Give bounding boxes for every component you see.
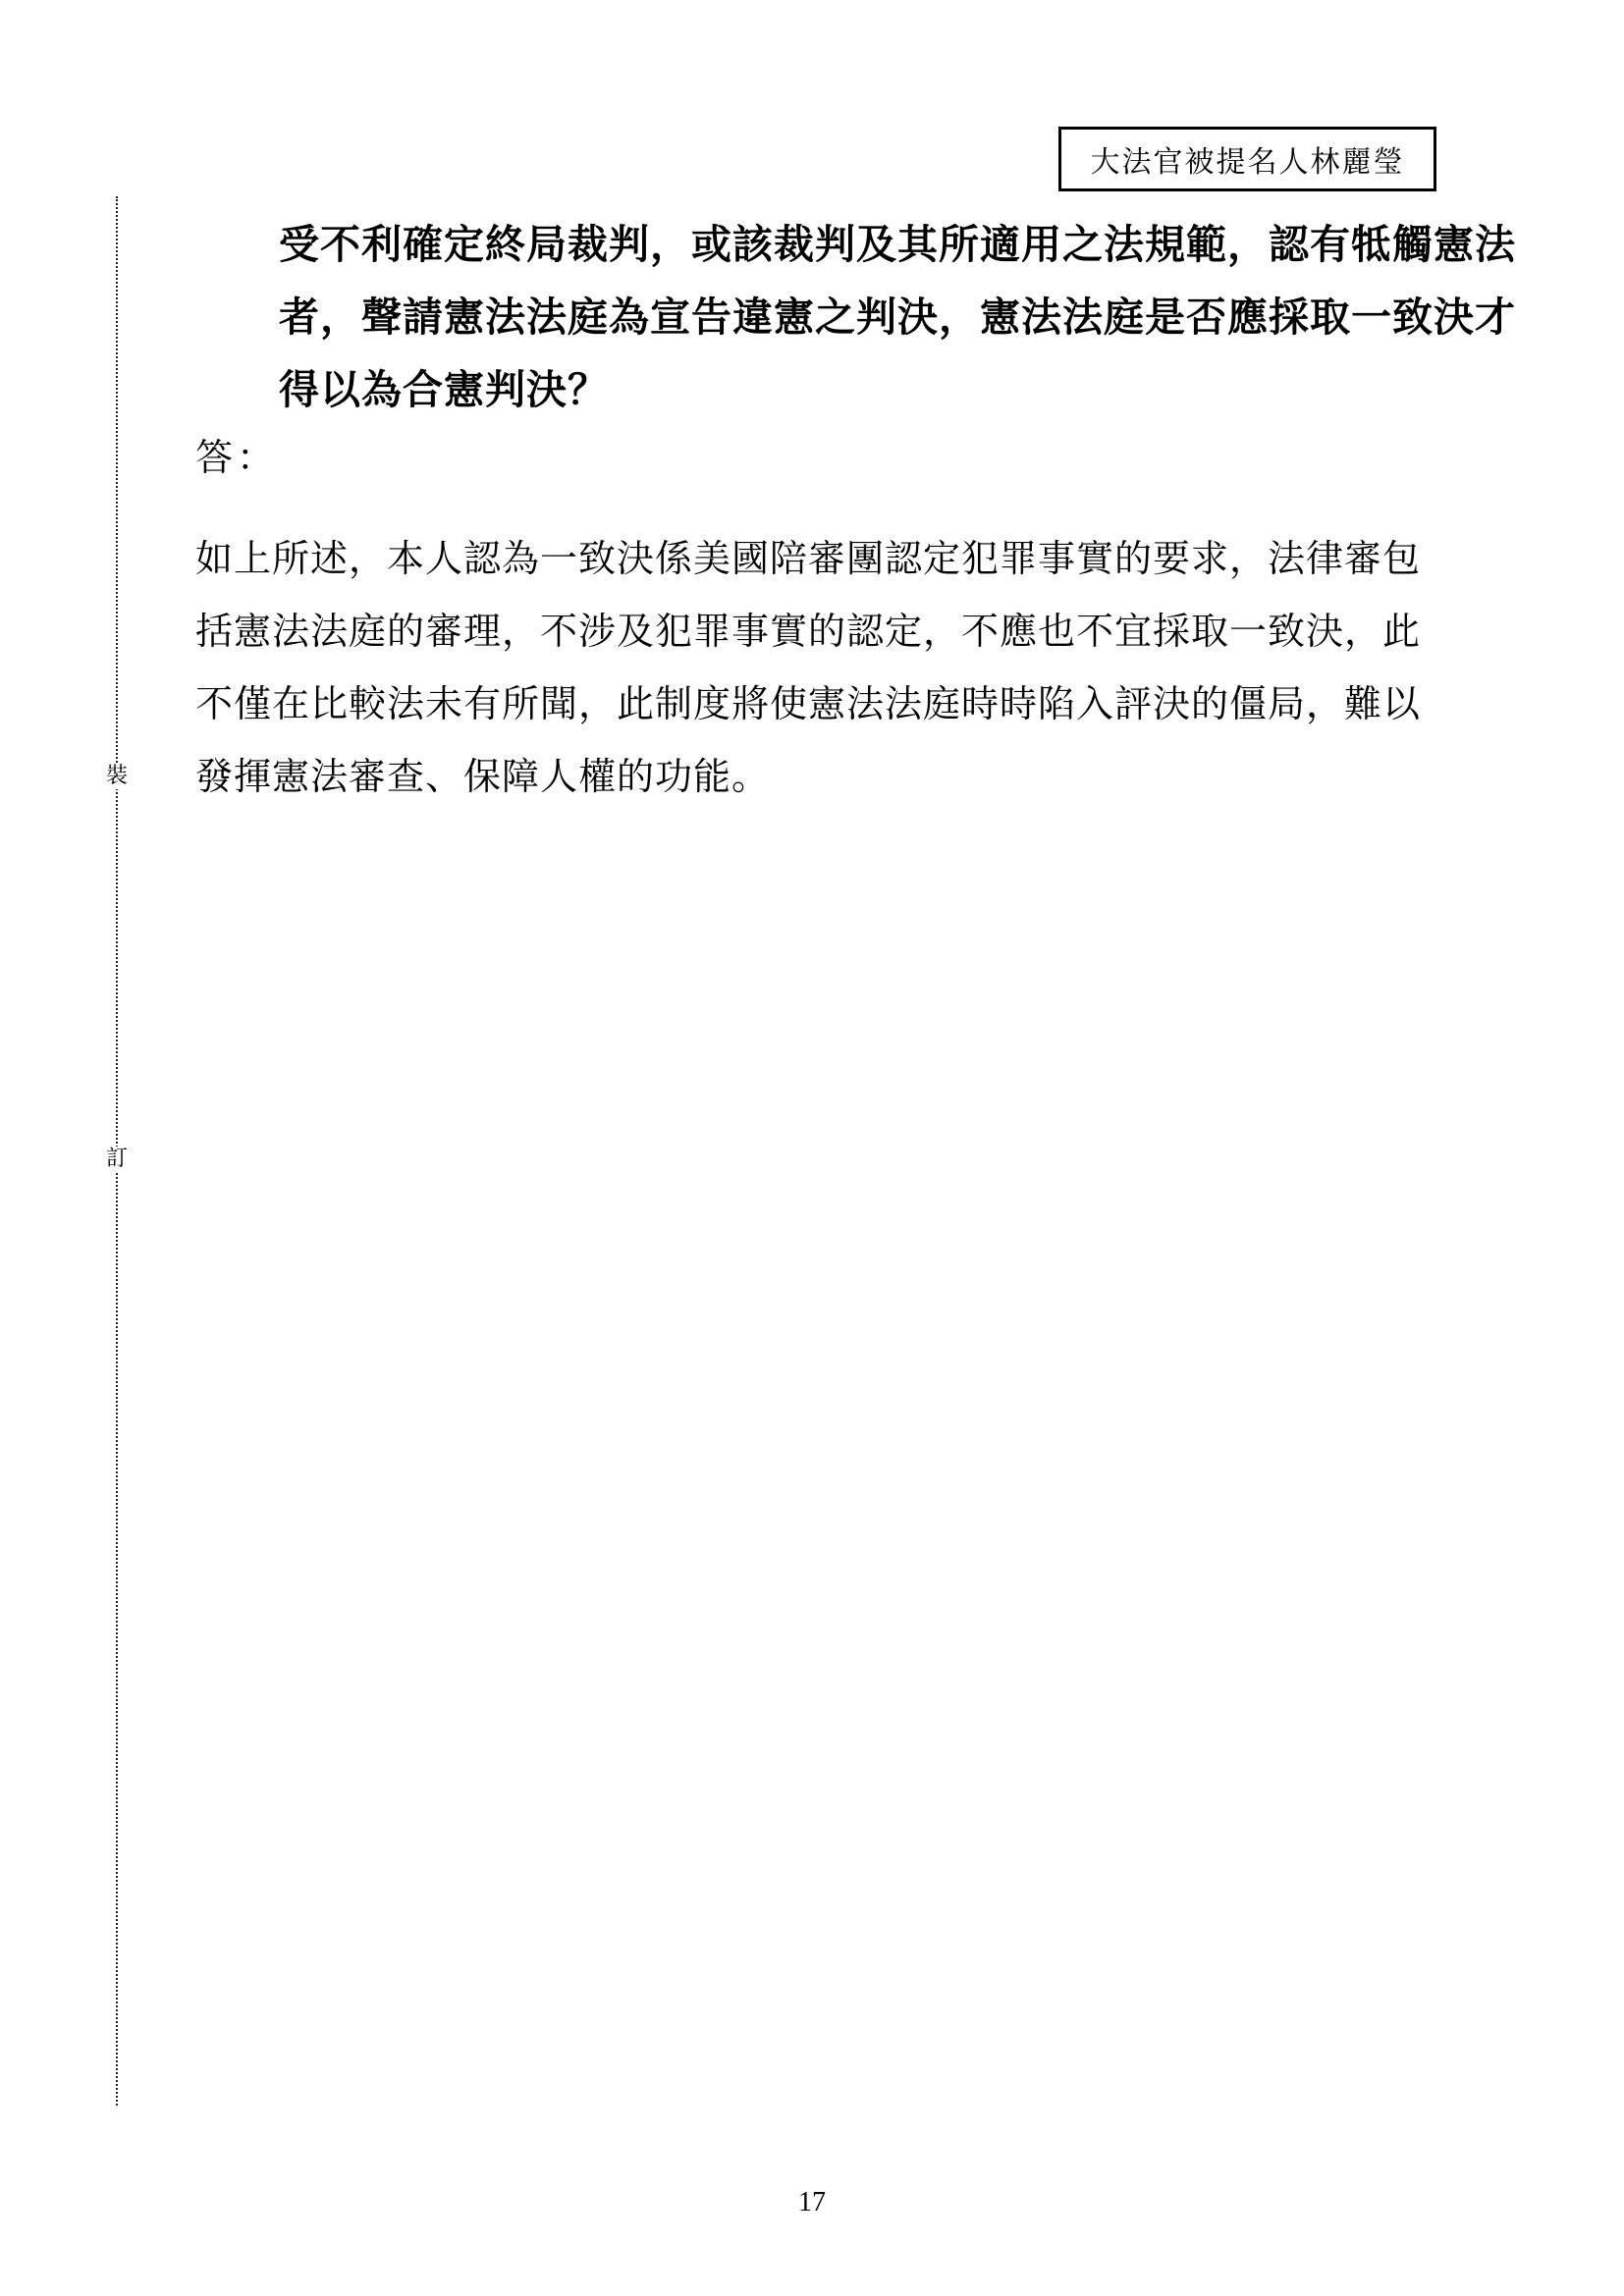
answer-line-2: 括憲法法庭的審理，不涉及犯罪事實的認定，不應也不宜採取一致決，此 bbox=[195, 610, 1422, 653]
answer-line-3: 不僅在比較法未有所聞，此制度將使憲法法庭時時陷入評決的僵局，難以 bbox=[195, 682, 1422, 725]
answer-label: 答： bbox=[195, 436, 279, 479]
answer-body bbox=[195, 522, 1442, 813]
question-text bbox=[279, 208, 1516, 426]
question-line-2: 者，聲請憲法法庭為宣告違憲之判決，憲法法庭是否應採取一致決才 bbox=[279, 294, 1516, 341]
question-line-1: 受不利確定終局裁判，或該裁判及其所適用之法規範，認有牴觸憲法 bbox=[279, 221, 1516, 268]
answer-line-1: 如上所述，本人認為一致決係美國陪審團認定犯罪事實的要求，法律審包 bbox=[195, 537, 1422, 580]
nominee-label: 大法官被提名人林麗瑩 bbox=[1090, 145, 1405, 180]
page-number: 17 bbox=[798, 2187, 826, 2217]
binding-mark-bottom: 訂 bbox=[102, 1147, 132, 1172]
answer-line-4: 發揮憲法審查、保障人權的功能。 bbox=[195, 755, 771, 798]
nominee-header-box bbox=[1058, 127, 1436, 191]
question-line-3: 得以為合憲判決？ bbox=[279, 366, 609, 413]
binding-mark-top: 裝 bbox=[102, 764, 132, 789]
